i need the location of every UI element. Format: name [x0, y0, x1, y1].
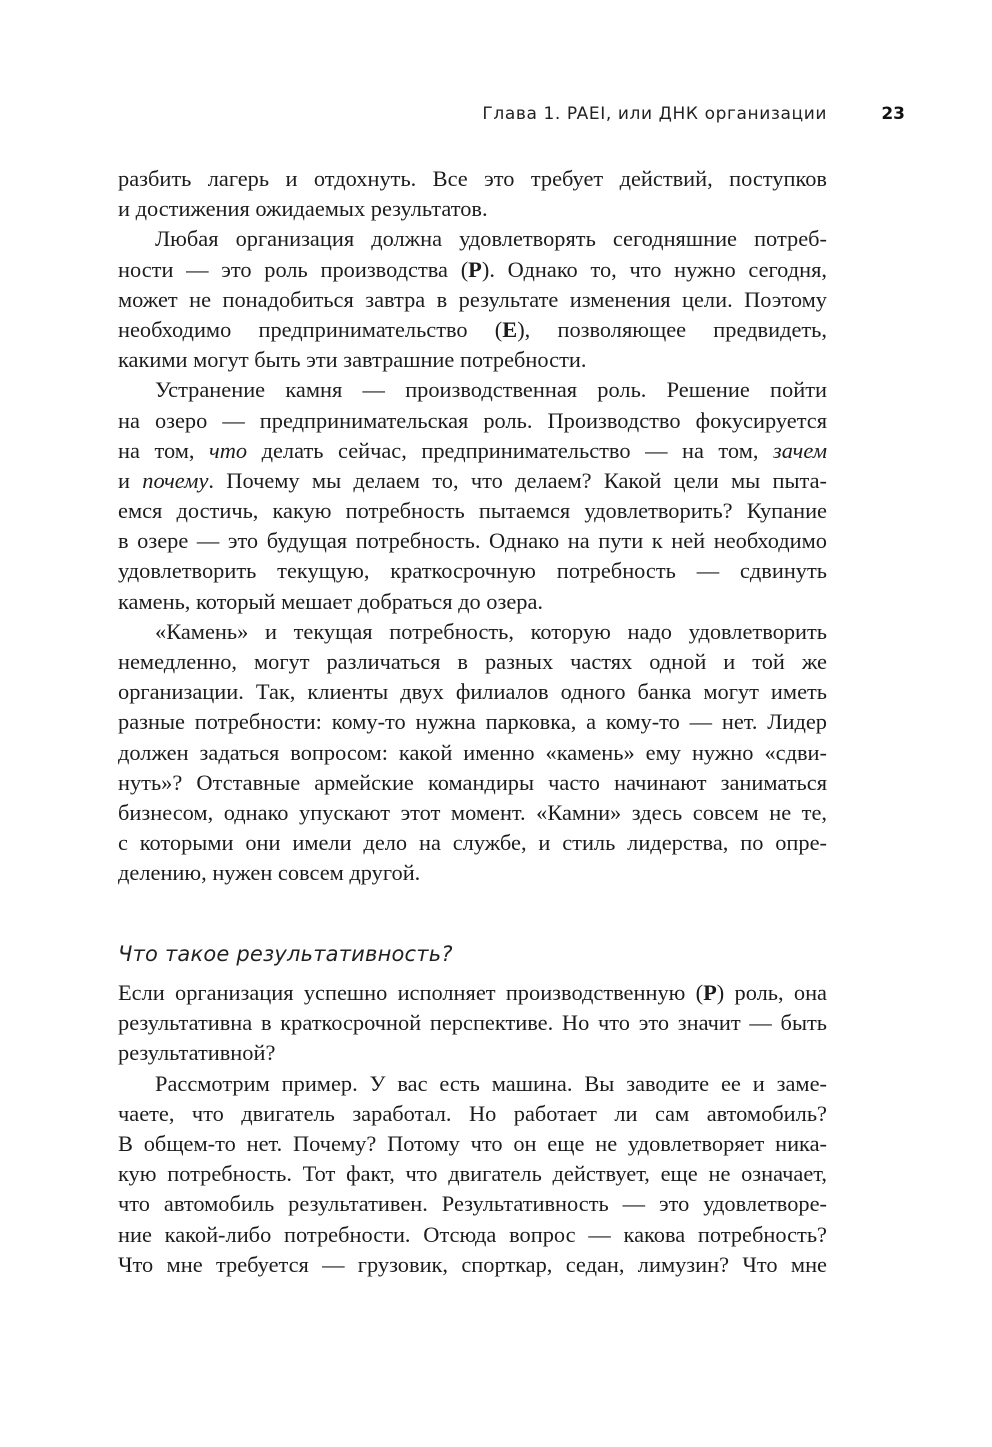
- role-letter: P: [468, 256, 482, 282]
- text-line: В общем-то нет. Почему? Потому что он еще не удовлетворяет ника-: [118, 1130, 827, 1156]
- text-line: Любая организация должна удовлетворять сегодняшние потреб-: [155, 226, 827, 252]
- text-line: разные потребности: кому-то нужна парковка, а кому-то — нет. Лидер: [118, 709, 827, 735]
- role-letter: P: [703, 980, 717, 1005]
- text-line: организации. Так, клиенты двух филиалов одного банка могут иметь: [118, 679, 827, 705]
- text-line: какими могут быть эти завтрашние потребности.: [118, 347, 587, 373]
- text-line: бизнесом, однако упускают этот момент. «Камни» здесь совсем не те,: [118, 799, 827, 825]
- paragraph: [118, 1069, 827, 1280]
- emphasis: почему: [142, 467, 209, 493]
- text-line: «Камень» и текущая потребность, которую надо удовлетворить: [155, 618, 827, 644]
- text-line: немедленно, могут различаться в разных частях одной и той же: [118, 649, 827, 674]
- paragraph: [118, 164, 827, 224]
- chapter-title: Глава 1. PAEI, или ДНК организации: [482, 104, 827, 124]
- text-line: на том, что делать сейчас, предпринимательство — на том, зачем: [118, 437, 827, 463]
- text-line: чаете, что двигатель заработал. Но работает ли сам автомобиль?: [118, 1100, 827, 1126]
- text-line: и достижения ожидаемых результатов.: [118, 196, 488, 222]
- text-line: камень, который мешает добраться до озера.: [118, 588, 543, 614]
- text-line: результативна в краткосрочной перспективе. Но что это значит — быть: [118, 1010, 827, 1036]
- text-line: емся достичь, какую потребность пытаемся удовлетворить? Купание: [118, 498, 827, 524]
- emphasis: зачем: [773, 437, 827, 463]
- text-line: должен задаться вопросом: какой именно «камень» ему нужно «сдви-: [118, 739, 827, 765]
- body-text-block-1: [118, 164, 827, 889]
- text-line: что автомобиль результативен. Результативность — это удовлетворе-: [118, 1191, 827, 1217]
- text-line: с которыми они имели дело на службе, и стиль лидерства, по опре-: [118, 830, 827, 856]
- text-line: разбить лагерь и отдохнуть. Все это требует действий, поступков: [118, 166, 827, 191]
- text-line: в озере — это будущая потребность. Однако на пути к ней необходимо: [118, 528, 827, 554]
- text-line: кую потребность. Тот факт, что двигатель действует, еще не означает,: [118, 1161, 827, 1187]
- page-number: 23: [881, 104, 905, 124]
- role-letter: E: [502, 316, 518, 342]
- section-heading: Что такое результативность?: [118, 942, 453, 966]
- text-line: Что мне требуется — грузовик, спорткар, седан, лимузин? Что мне: [118, 1251, 827, 1277]
- paragraph: [118, 617, 827, 889]
- body-text-block-2: [118, 978, 827, 1280]
- text-line: нуть»? Отставные армейские командиры часто начинают заниматься: [118, 769, 827, 795]
- text-line: и почему. Почему мы делаем то, что делаем? Какой цели мы пыта-: [118, 467, 827, 493]
- text-line: Устранение камня — производственная роль. Решение пойти: [155, 377, 827, 403]
- paragraph: [118, 978, 827, 1069]
- text-line: результативной?: [118, 1040, 276, 1066]
- text-line: может не понадобиться завтра в результате изменения цели. Поэтому: [118, 286, 827, 312]
- text-line: ние какой-либо потребности. Отсюда вопрос — какова потребность?: [118, 1221, 827, 1247]
- paragraph: [118, 224, 827, 375]
- emphasis: что: [209, 437, 248, 463]
- running-head: [0, 104, 992, 134]
- text-line: делению, нужен совсем другой.: [118, 860, 421, 886]
- paragraph: [118, 375, 827, 617]
- text-line: Рассмотрим пример. У вас есть машина. Вы заводите ее и заме-: [155, 1070, 827, 1096]
- text-line: на озеро — предпринимательская роль. Производство фокусируется: [118, 407, 827, 433]
- text-line: необходимо предпринимательство (E), позволяющее предвидеть,: [118, 316, 827, 342]
- text-line: ности — это роль производства (P). Однако то, что нужно сегодня,: [118, 256, 827, 282]
- text-line: Если организация успешно исполняет производственную (P) роль, она: [118, 980, 827, 1005]
- text-line: удовлетворить текущую, краткосрочную потребность — сдвинуть: [118, 558, 827, 584]
